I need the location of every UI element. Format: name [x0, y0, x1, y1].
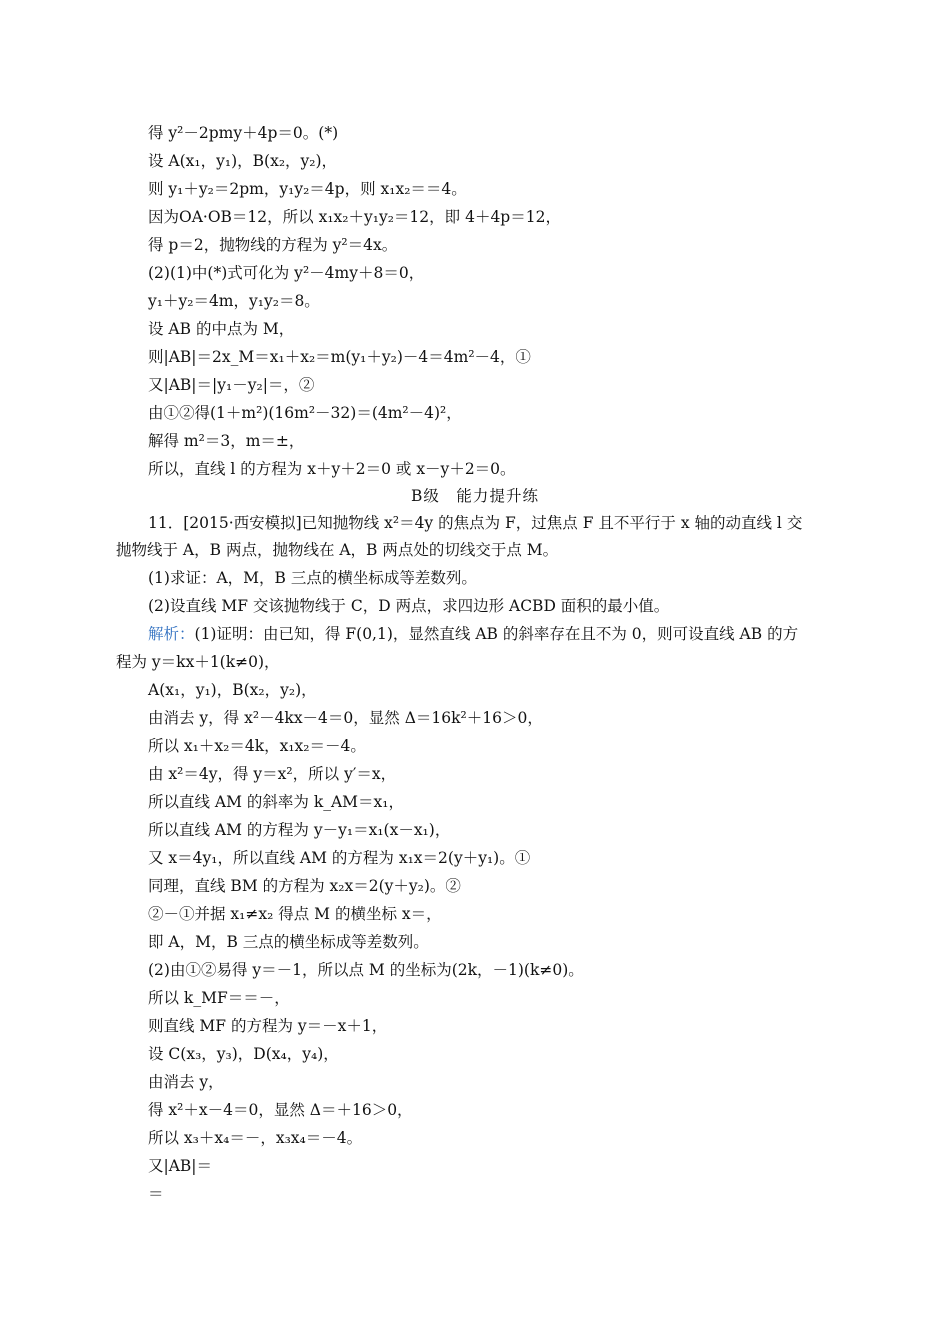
- text-line: y₁＋y₂＝4m，y₁y₂＝8。: [148, 292, 320, 310]
- text-line: 又|AB|＝: [148, 1157, 213, 1175]
- text-line: ②－①并据 x₁≠x₂ 得点 M 的横坐标 x＝，: [148, 905, 442, 923]
- text-line: 所以 x₁＋x₂＝4k，x₁x₂＝－4。: [148, 737, 366, 755]
- text-line: 所以，直线 l 的方程为 x＋y＋2＝0 或 x－y＋2＝0。: [148, 460, 516, 478]
- text-line: 则 y₁＋y₂＝2pm，y₁y₂＝4p，则 x₁x₂＝＝4。: [148, 180, 467, 198]
- text-line: 又 x＝4y₁，所以直线 AM 的方程为 x₁x＝2(y＋y₁)。①: [148, 849, 531, 867]
- text-line: 则直线 MF 的方程为 y＝－x＋1，: [148, 1017, 388, 1035]
- text-line: 设 AB 的中点为 M，: [148, 320, 295, 338]
- text-line: 得 p＝2，抛物线的方程为 y²＝4x。: [148, 236, 398, 254]
- solution-text: (1)证明：由已知，得 F(0,1)，显然直线 AB 的斜率存在且不为 0，则可设直线 AB 的方: [194, 625, 799, 643]
- text-line: 由①②得(1＋m²)(16m²－32)＝(4m²－4)²，: [148, 404, 462, 422]
- text-line: 即 A，M，B 三点的横坐标成等差数列。: [148, 933, 429, 951]
- solution-label: 解析：: [148, 625, 195, 643]
- text-line: 程为 y＝kx＋1(k≠0)，: [116, 653, 280, 671]
- text-line: 设 A(x₁，y₁)，B(x₂，y₂)，: [148, 152, 338, 170]
- question-line: 11．[2015·西安模拟]已知抛物线 x²＝4y 的焦点为 F，过焦点 F 且不平行于 x 轴的动直线 l 交: [148, 514, 803, 532]
- text-line: 得 y²－2pmy＋4p＝0。(*): [148, 124, 339, 142]
- text-line: ＝: [148, 1185, 164, 1203]
- text-line: A(x₁，y₁)，B(x₂，y₂)，: [148, 681, 317, 699]
- text-line: (2)(1)中(*)式可化为 y²－4my＋8＝0，: [148, 264, 425, 282]
- text-line: 所以 x₃＋x₄＝－，x₃x₄＝－4。: [148, 1129, 363, 1147]
- text-line: 因为OA·OB＝12，所以 x₁x₂＋y₁y₂＝12，即 4＋4p＝12，: [148, 208, 561, 226]
- text-line: 设 C(x₃，y₃)，D(x₄，y₄)，: [148, 1045, 339, 1063]
- text-line: 由消去 y，: [148, 1073, 224, 1091]
- text-line: (2)由①②易得 y＝－1，所以点 M 的坐标为(2k，－1)(k≠0)。: [148, 961, 584, 979]
- text-line: 所以直线 AM 的斜率为 k_AM＝x₁，: [148, 793, 405, 811]
- question-line: 抛物线于 A，B 两点，抛物线在 A，B 两点处的切线交于点 M。: [116, 541, 559, 559]
- text-line: 所以 k_MF＝＝－，: [148, 989, 290, 1007]
- text-line: 解得 m²＝3，m＝±，: [148, 432, 305, 450]
- text-line: 又|AB|＝|y₁－y₂|＝，②: [148, 376, 315, 394]
- solution-line: [148, 624, 798, 644]
- question-line: (2)设直线 MF 交该抛物线于 C，D 两点，求四边形 ACBD 面积的最小值。: [148, 597, 670, 615]
- text-line: 则|AB|＝2x_M＝x₁＋x₂＝m(y₁＋y₂)－4＝4m²－4，①: [148, 348, 531, 366]
- text-line: 由 x²＝4y，得 y＝x²，所以 y′＝x，: [148, 765, 397, 783]
- text-line: 得 x²＋x－4＝0，显然 Δ＝＋16＞0，: [148, 1101, 413, 1119]
- text-line: 所以直线 AM 的方程为 y－y₁＝x₁(x－x₁)，: [148, 821, 451, 839]
- text-line: 由消去 y，得 x²－4kx－4＝0，显然 Δ＝16k²＋16＞0，: [148, 709, 543, 727]
- section-heading: B级 能力提升练: [411, 487, 539, 505]
- question-line: (1)求证：A，M，B 三点的横坐标成等差数列。: [148, 569, 477, 587]
- text-line: 同理，直线 BM 的方程为 x₂x＝2(y＋y₂)。②: [148, 877, 461, 895]
